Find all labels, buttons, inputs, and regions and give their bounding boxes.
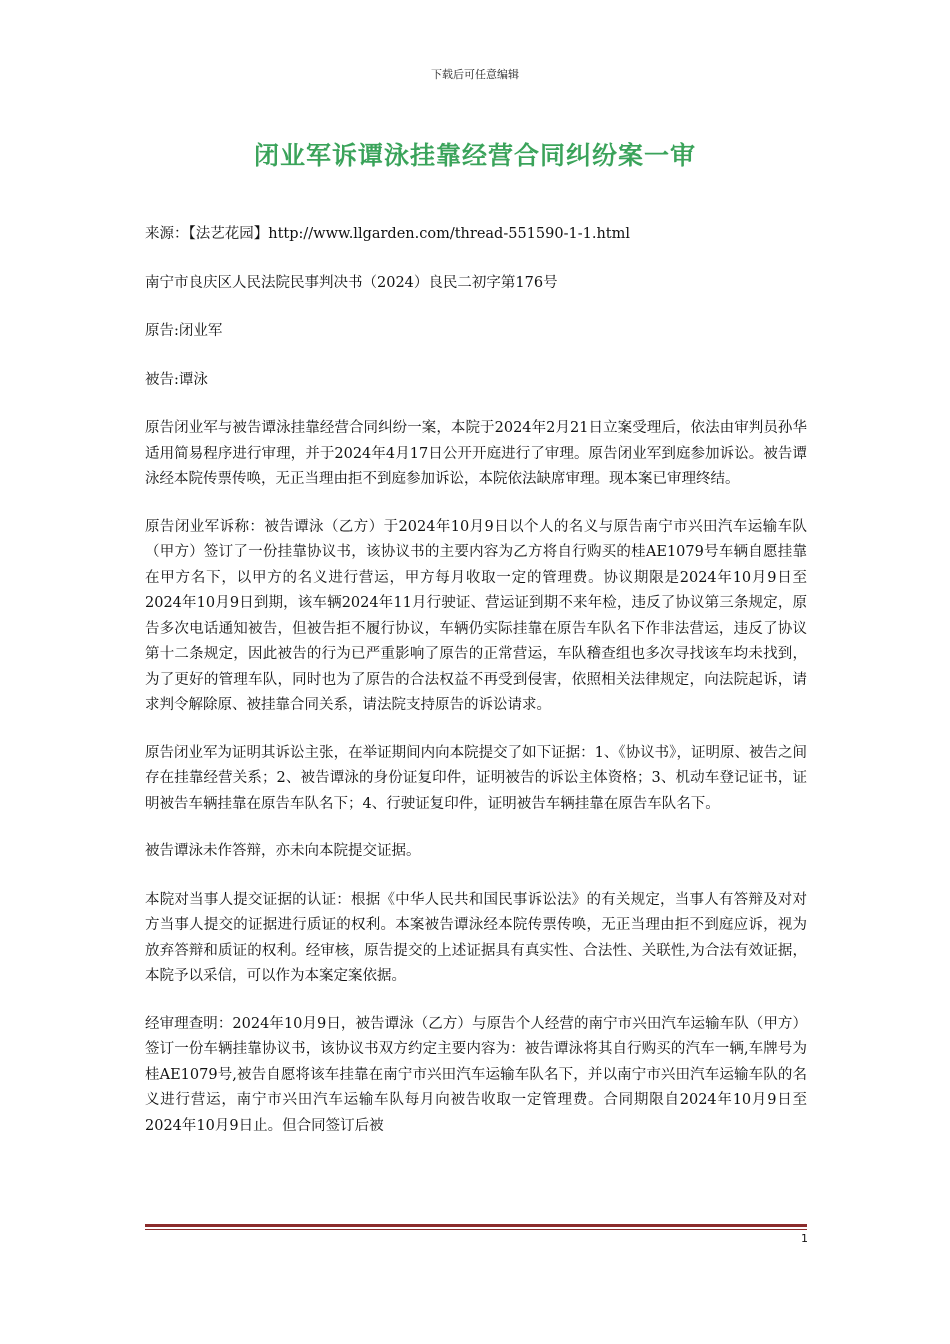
footer-rule-thin <box>145 1229 807 1230</box>
source-prefix: 来源：【法艺花园】 <box>145 226 269 242</box>
top-note: 下载后可任意编辑 <box>431 68 519 81</box>
source-line <box>145 222 807 248</box>
footer-rule-thick <box>145 1224 807 1227</box>
paragraph-evidence: 原告闭业军为证明其诉讼主张，在举证期间内向本院提交了如下证据：1、《协议书》，证明原、被告之间存在挂靠经营关系；2、被告谭泳的身份证复印件，证明被告的诉讼主体资格；3、机动车登记证书，证明被告车辆挂靠在原告车队名下；4、行驶证复印件，证明被告车辆挂靠在原告车队名下。 <box>145 744 807 812</box>
document-title: 闭业军诉谭泳挂靠经营合同纠纷案一审 <box>253 141 696 170</box>
paragraph-findings: 经审理查明：2024年10月9日，被告谭泳（乙方）与原告个人经营的南宁市兴田汽车运输车队（甲方）签订一份车辆挂靠协议书，该协议书双方约定主要内容为：被告谭泳将其自行购买的汽车一辆,车牌号为桂AE1079号,被告自愿将该车挂靠在南宁市兴田汽车运输车队名下，并以南宁市兴田汽车运输车队的名义进行营运，南宁市兴田汽车运输车队每月向被告收取一定管理费。合同期限自2024年10月9日至2024年10月9日止。但合同签订后被 <box>145 1015 807 1134</box>
paragraph-plaintiff-claim: 原告闭业军诉称：被告谭泳（乙方）于2024年10月9日以个人的名义与原告南宁市兴田汽车运输车队（甲方）签订了一份挂靠协议书，该协议书的主要内容为乙方将自行购买的桂AE1079号车辆自愿挂靠在甲方名下，以甲方的名义进行营运，甲方每月收取一定的管理费。协议期限是2024年10月9日至2024年10月9日到期，该车辆2024年11月行驶证、营运证到期不来年检，违反了协议第三条规定，原告多次电话通知被告，但被告拒不履行协议，车辆仍实际挂靠在原告车队名下作非法营运，违反了协议第十二条规定，因此被告的行为已严重影响了原告的正常营运，车队稽查组也多次寻找该车均未找到，为了更好的管理车队，同时也为了原告的合法权益不再受到侵害，依照相关法律规定，向法院起诉，请求判令解除原、被挂靠合同关系，请法院支持原告的诉讼请求。 <box>145 518 807 713</box>
paragraph-evidence-assessment: 本院对当事人提交证据的认证：根据《中华人民共和国民事诉讼法》的有关规定，当事人有答辩及对对方当事人提交的证据进行质证的权利。本案被告谭泳经本院传票传唤，无正当理由拒不到庭应诉，视为放弃答辩和质证的权利。经审核，原告提交的上述证据具有真实性、合法性、关联性,为合法有效证据，本院予以采信，可以作为本案定案依据。 <box>145 891 807 984</box>
document-body <box>145 222 807 1161</box>
page-number: 1 <box>801 1232 808 1245</box>
defendant-line: 被告:谭泳 <box>145 371 208 388</box>
source-link[interactable]: http://www.llgarden.com/thread-551590-1-1.html <box>268 226 630 242</box>
court-document-number: 南宁市良庆区人民法院民事判决书（2024）良民二初字第176号 <box>145 274 558 291</box>
paragraph-case-filing: 原告闭业军与被告谭泳挂靠经营合同纠纷一案，本院于2024年2月21日立案受理后，依法由审判员孙华适用简易程序进行审理，并于2024年4月17日公开开庭进行了审理。原告闭业军到庭参加诉讼。被告谭泳经本院传票传唤，无正当理由拒不到庭参加诉讼，本院依法缺席审理。现本案已审理终结。 <box>145 420 807 487</box>
plaintiff-line: 原告:闭业军 <box>145 323 223 339</box>
paragraph-defendant-response: 被告谭泳未作答辩，亦未向本院提交证据。 <box>145 843 421 859</box>
